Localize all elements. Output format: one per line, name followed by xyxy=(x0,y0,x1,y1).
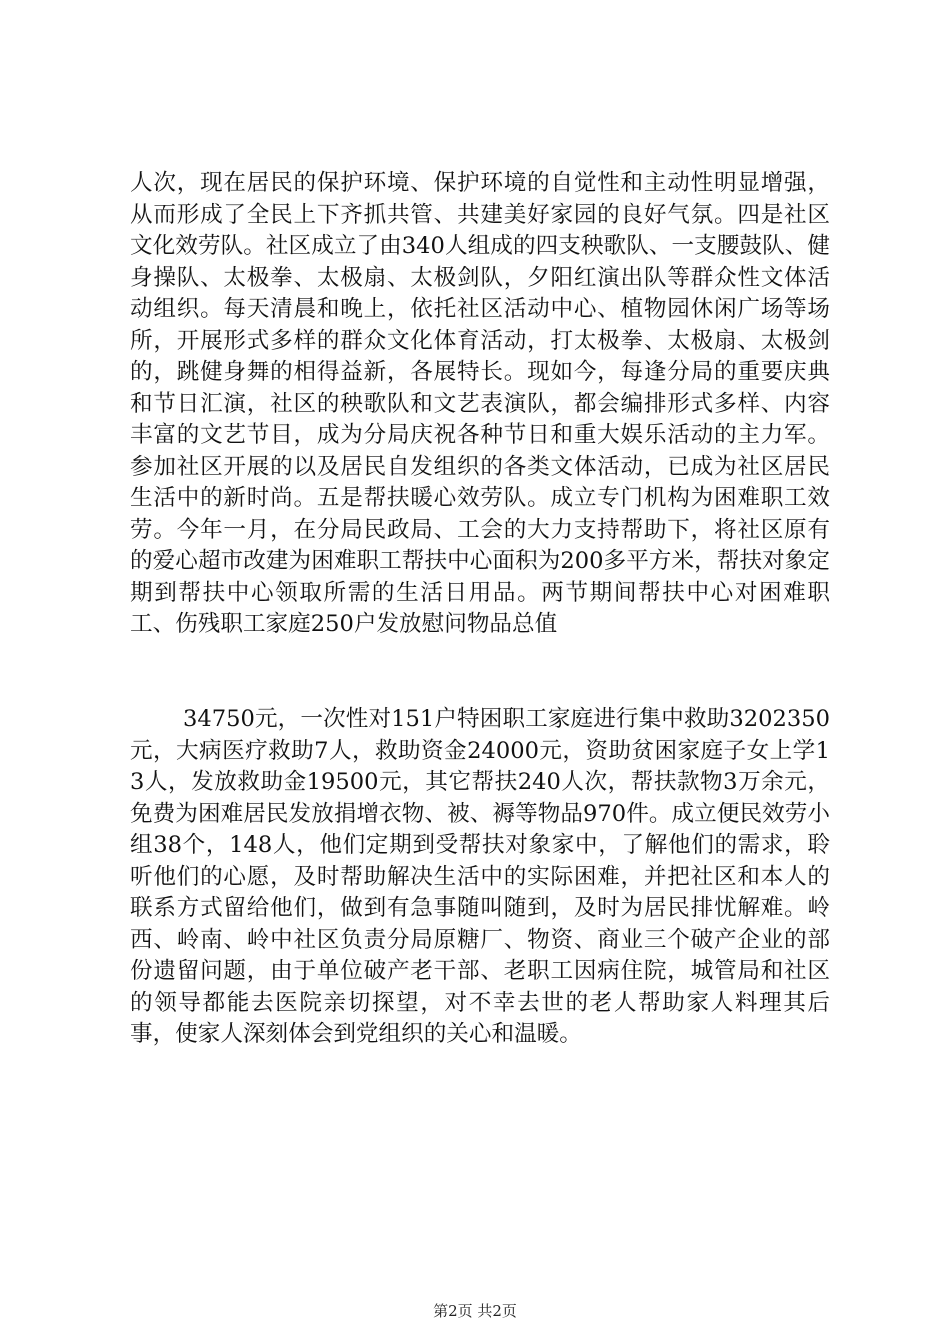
body-paragraph-2: 34750元，一次性对151户特困职工家庭进行集中救助3202350元，大病医疗救助7人，救助资金24000元，资助贫困家庭子女上学13人，发放救助金19500元，其它帮扶240人次，帮扶款物3万余元，免费为困难居民发放捐增衣物、被、褥等物品970件。成立便民效劳小组38个，148人，他们定期到受帮扶对象家中，了解他们的需求，聆听他们的心愿，及时帮助解决生活中的实际困难，并把社区和本人的联系方式留给他们，做到有急事随叫随到，及时为居民排忧解难。岭西、岭南、岭中社区负责分局原糖厂、物资、商业三个破产企业的部份遗留问题，由于单位破产老干部、老职工因病住院，城管局和社区的领导都能去医院亲切探望，对不幸去世的老人帮助家人料理其后事，使家人深刻体会到党组织的关心和温暖。 xyxy=(130,706,830,1047)
page-number-footer: 第2页 共2页 xyxy=(433,1302,517,1320)
body-paragraph-1: 人次，现在居民的保护环境、保护环境的自觉性和主动性明显增强，从而形成了全民上下齐抓共管、共建美好家园的良好气氛。四是社区文化效劳队。社区成立了由340人组成的四支秧歌队、一支腰鼓队、健身操队、太极拳、太极扇、太极剑队，夕阳红演出队等群众性文体活动组织。每天清晨和晚上，依托社区活动中心、植物园休闲广场等场所，开展形式多样的群众文化体育活动，打太极拳、太极扇、太极剑的，跳健身舞的相得益新，各展特长。现如今，每逢分局的重要庆典和节日汇演，社区的秧歌队和文艺表演队，都会编排形式多样、内容丰富的文艺节目，成为分局庆祝各种节日和重大娱乐活动的主力军。参加社区开展的以及居民自发组织的各类文体活动，已成为社区居民生活中的新时尚。五是帮扶暖心效劳队。成立专门机构为困难职工效劳。今年一月，在分局民政局、工会的大力支持帮助下，将社区原有的爱心超市改建为困难职工帮扶中心面积为200多平方米，帮扶对象定期到帮扶中心领取所需的生活日用品。两节期间帮扶中心对困难职工、伤残职工家庭250户发放慰问物品总值 xyxy=(130,170,830,637)
